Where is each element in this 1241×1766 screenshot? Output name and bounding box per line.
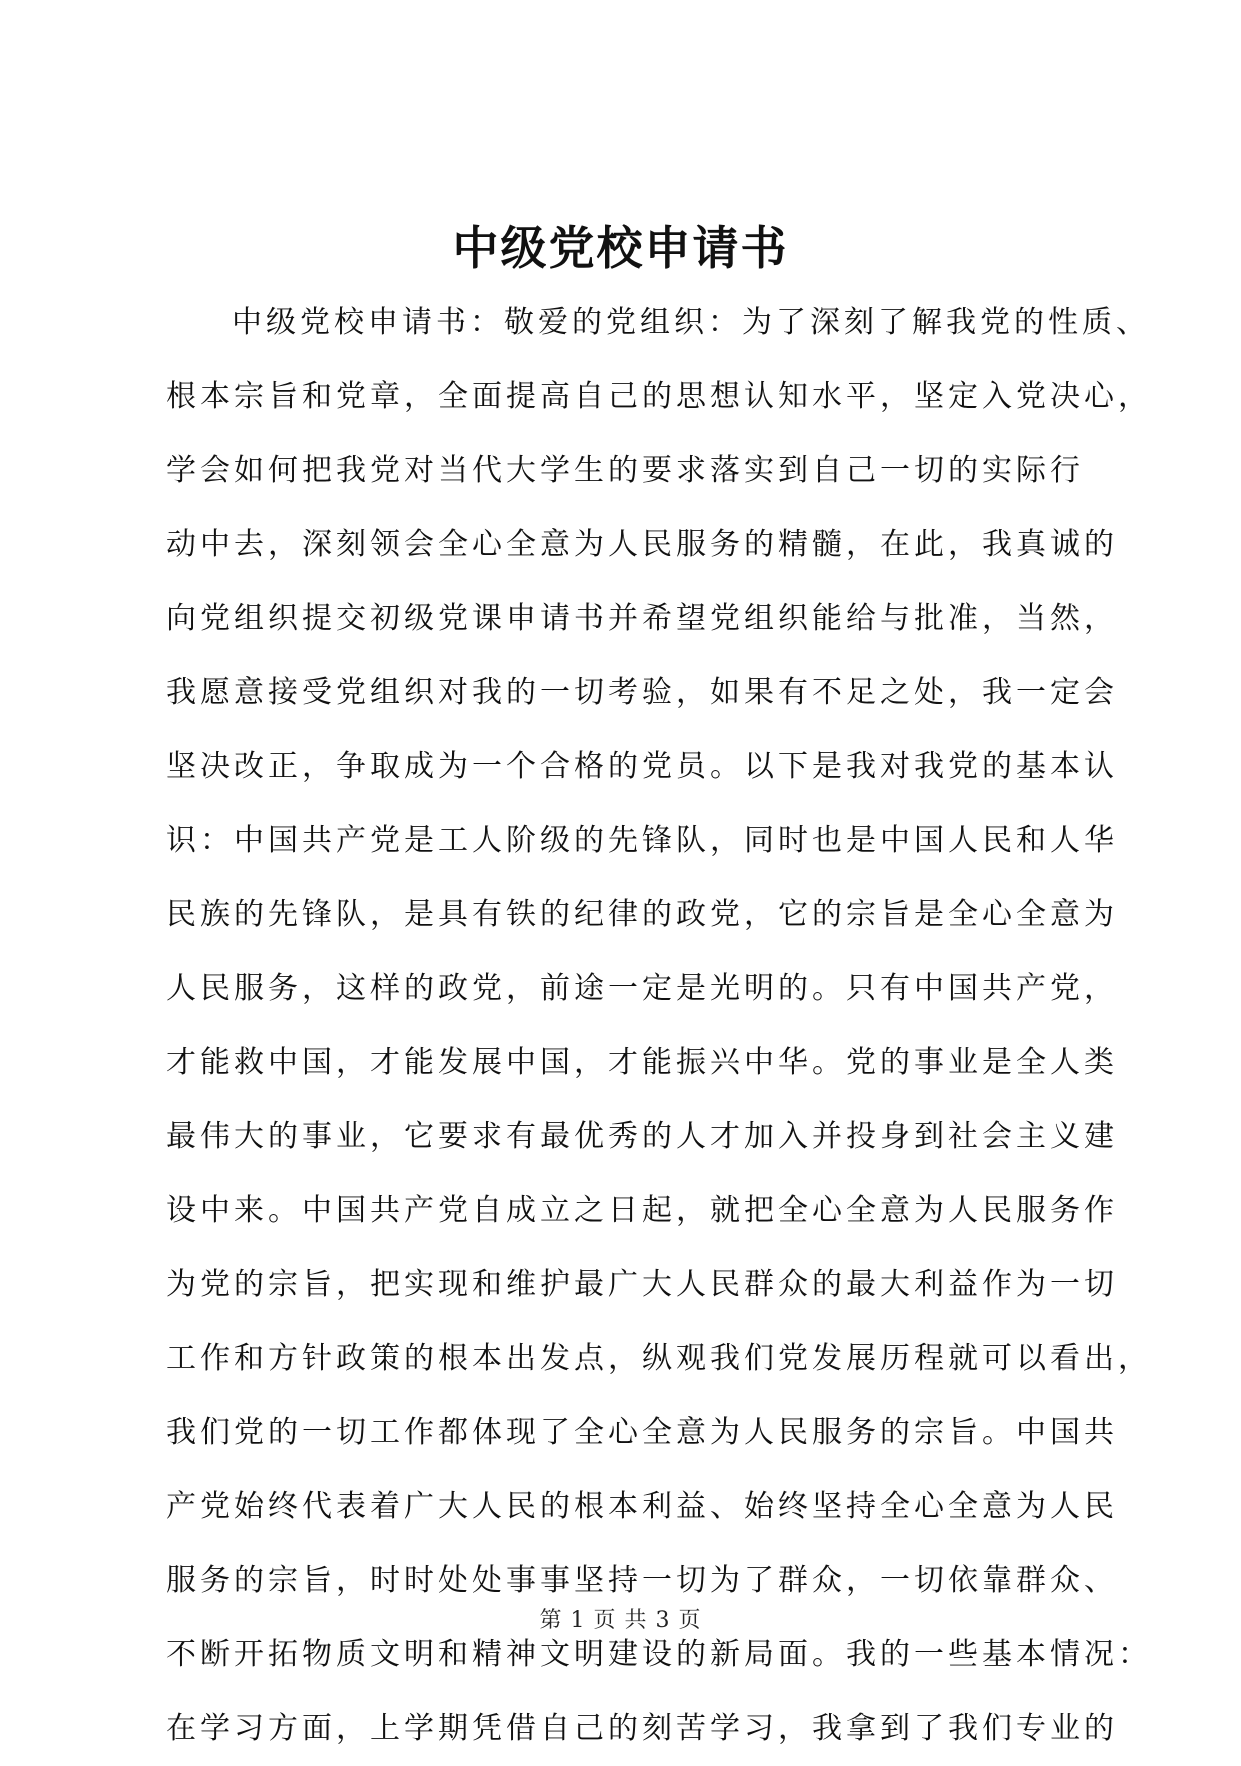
- body-line: 向党组织提交初级党课申请书并希望党组织能给与批准，当然，: [166, 601, 1118, 636]
- body-line: 设中来。中国共产党自成立之日起，就把全心全意为人民服务作: [166, 1193, 1118, 1228]
- body-line: 不断开拓物质文明和精神文明建设的新局面。我的一些基本情况：: [166, 1637, 1152, 1672]
- body-line: 根本宗旨和党章，全面提高自己的思想认知水平，坚定入党决心，: [166, 379, 1152, 414]
- document-body: [166, 286, 1152, 1766]
- body-line: 中级党校申请书：敬爱的党组织：为了深刻了解我党的性质、: [232, 305, 1150, 340]
- body-line: 最伟大的事业，它要求有最优秀的人才加入并投身到社会主义建: [166, 1119, 1118, 1154]
- body-line: 工作和方针政策的根本出发点，纵观我们党发展历程就可以看出，: [166, 1341, 1152, 1376]
- body-line: 才能救中国，才能发展中国，才能振兴中华。党的事业是全人类: [166, 1045, 1118, 1080]
- body-line: 人民服务，这样的政党，前途一定是光明的。只有中国共产党，: [166, 971, 1118, 1006]
- body-line: 学会如何把我党对当代大学生的要求落实到自己一切的实际行: [166, 453, 1084, 488]
- body-line: 坚决改正，争取成为一个合格的党员。以下是我对我党的基本认: [166, 749, 1118, 784]
- body-line: 识：中国共产党是工人阶级的先锋队，同时也是中国人民和人华: [166, 823, 1118, 858]
- body-line: 在学习方面，上学期凭借自己的刻苦学习，我拿到了我们专业的: [166, 1711, 1118, 1746]
- body-line: 动中去，深刻领会全心全意为人民服务的精髓，在此，我真诚的: [166, 527, 1118, 562]
- body-line: 我们党的一切工作都体现了全心全意为人民服务的宗旨。中国共: [166, 1415, 1118, 1450]
- body-line: 民族的先锋队，是具有铁的纪律的政党，它的宗旨是全心全意为: [166, 897, 1118, 932]
- body-line: 服务的宗旨，时时处处事事坚持一切为了群众，一切依靠群众、: [166, 1563, 1118, 1598]
- document-title: 中级党校申请书: [452, 221, 789, 275]
- body-line: 我愿意接受党组织对我的一切考验，如果有不足之处，我一定会: [166, 675, 1118, 710]
- body-line: 产党始终代表着广大人民的根本利益、始终坚持全心全意为人民: [166, 1489, 1118, 1524]
- page-number-footer: 第 1 页 共 3 页: [539, 1608, 702, 1633]
- body-line: 为党的宗旨，把实现和维护最广大人民群众的最大利益作为一切: [166, 1267, 1118, 1302]
